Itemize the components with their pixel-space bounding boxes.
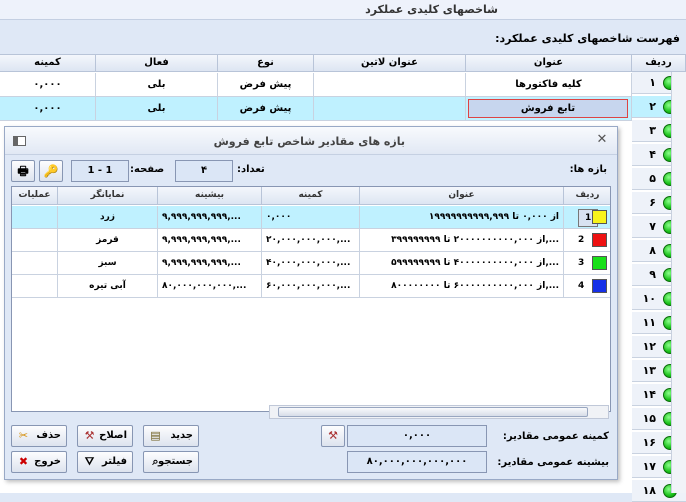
color-swatch — [592, 210, 607, 224]
col-header-type[interactable]: نوع — [218, 55, 314, 72]
row-number: 2 — [578, 235, 585, 245]
cell-max[interactable]: ۹,۹۹۹,۹۹۹,۹۹۹,... — [158, 229, 262, 252]
cell-title[interactable]: از ۴۰۰۰۰۰۰۰۰۰۰,۰۰۰ تا ۵۹۹۹۹۹۹۹۹,... — [360, 252, 564, 275]
window-menu-icon[interactable] — [13, 136, 26, 146]
cell-display[interactable]: زرد — [58, 206, 158, 229]
cell-title[interactable]: از ۲۰۰۰۰۰۰۰۰۰۰,۰۰۰ تا ۳۹۹۹۹۹۹۹۹,... — [360, 229, 564, 252]
cell-num[interactable] — [564, 206, 611, 229]
cell-min[interactable]: ۰,۰۰۰ — [262, 206, 360, 229]
row-number: ۶ — [649, 196, 656, 209]
row-number: ۱۵ — [642, 412, 656, 425]
cell-ops[interactable] — [12, 206, 58, 229]
row-number: 4 — [578, 281, 585, 291]
col-header-row[interactable]: ردیف — [632, 55, 686, 72]
row-number: ۷ — [649, 220, 656, 233]
filter-icon: ⛛ — [84, 455, 95, 468]
printer-icon: 🖶 — [17, 164, 29, 178]
row-number: ۱۴ — [642, 388, 656, 401]
list-title: فهرست شاخصهای کلیدی عملکرد: — [495, 32, 680, 45]
row-number: ۱۳ — [642, 364, 656, 377]
col-header-max[interactable]: بیشینه — [158, 187, 262, 205]
row-number: ۳ — [649, 124, 656, 137]
print-button[interactable] — [11, 160, 35, 182]
edit-tool-icon: ⚒ — [84, 429, 95, 442]
key-icon: 🔑 — [43, 164, 59, 178]
ranges-grid — [11, 186, 611, 412]
row-number: ۴ — [649, 148, 656, 161]
cell-active[interactable]: بلی — [96, 97, 218, 121]
cell-num[interactable] — [564, 252, 611, 275]
cell-ops[interactable] — [12, 275, 58, 298]
new-record-icon: ▤ — [150, 429, 161, 442]
cell-max[interactable]: ۹,۹۹۹,۹۹۹,۹۹۹,... — [158, 206, 262, 229]
row-number: ۵ — [649, 172, 656, 185]
cell-display[interactable]: سبز — [58, 252, 158, 275]
col-header-active[interactable]: فعال — [96, 55, 218, 72]
new-button[interactable]: ▤ جدید — [143, 425, 199, 447]
cell-title[interactable]: کلیه فاکتورها — [466, 73, 632, 97]
col-header-title[interactable]: عنوان — [466, 55, 632, 72]
row-number: ۱۶ — [642, 436, 656, 449]
col-header-display[interactable]: نمایانگر — [58, 187, 158, 205]
col-header-latin-title[interactable]: عنوان لاتین — [314, 55, 466, 72]
row-number: ۱۲ — [642, 340, 656, 353]
cell-display[interactable]: آبی تیره — [58, 275, 158, 298]
dialog-title: بازه های مقادیر شاخص تابع فروش — [213, 135, 405, 148]
close-icon[interactable]: ✕ — [596, 132, 608, 147]
col-header-ops[interactable]: عملیات — [12, 187, 58, 205]
scroll-thumb[interactable] — [278, 407, 588, 417]
cell-title-editor[interactable]: تابع فروش — [468, 99, 628, 118]
cell-min[interactable]: ۶۰,۰۰۰,۰۰۰,۰۰۰,... — [262, 275, 360, 298]
cell-type[interactable]: پیش فرض — [218, 97, 314, 121]
col-header-title[interactable]: عنوان — [360, 187, 564, 205]
vertical-scrollbar[interactable] — [671, 72, 686, 493]
cell-min[interactable]: ۲۰,۰۰۰,۰۰۰,۰۰۰,... — [262, 229, 360, 252]
page-field: 1 - 1 — [71, 160, 129, 182]
general-min-field[interactable]: ۰,۰۰۰ — [347, 425, 487, 447]
row-number: ۱۱ — [642, 316, 656, 329]
color-swatch — [592, 279, 607, 293]
cell-title[interactable]: از ۶۰۰۰۰۰۰۰۰۰۰,۰۰۰ تا ۸۰۰۰۰۰۰۰۰,... — [360, 275, 564, 298]
delete-button[interactable]: ✂ حذف — [11, 425, 67, 447]
delete-icon: ✂ — [18, 429, 29, 442]
col-header-row[interactable]: ردیف — [564, 187, 611, 205]
cell-type[interactable]: پیش فرض — [218, 73, 314, 97]
page-label: صفحه: — [130, 164, 165, 175]
count-label: تعداد: — [237, 164, 265, 175]
cell-ops[interactable] — [12, 252, 58, 275]
cell-min[interactable]: ۰,۰۰۰ — [0, 97, 96, 121]
row-number: ۱۰ — [642, 292, 656, 305]
cell-ops[interactable] — [12, 229, 58, 252]
row-number: ۲ — [649, 100, 656, 113]
dialog-title-bar — [5, 127, 617, 155]
binoculars-icon: ⌕ — [152, 455, 159, 468]
cell-max[interactable]: ۹,۹۹۹,۹۹۹,۹۹۹,... — [158, 252, 262, 275]
general-min-label: کمینه عمومی مقادیر: — [502, 431, 609, 442]
row-number: ۸ — [649, 244, 656, 257]
general-max-field[interactable]: ۸۰,۰۰۰,۰۰۰,۰۰۰,۰۰۰ — [347, 451, 487, 473]
row-number: 3 — [578, 258, 585, 268]
horizontal-scrollbar[interactable] — [269, 405, 609, 419]
row-number: 1 — [578, 209, 598, 227]
row-number: ۱۸ — [642, 484, 656, 497]
cell-display[interactable]: قرمز — [58, 229, 158, 252]
general-max-label: بیشینه عمومی مقادیر: — [497, 457, 609, 468]
search-button[interactable]: ⌕ جستجو — [143, 451, 199, 473]
cell-latin-title[interactable] — [314, 73, 466, 97]
cell-max[interactable]: ۸۰,۰۰۰,۰۰۰,۰۰۰,... — [158, 275, 262, 298]
row-number: ۱ — [649, 76, 656, 89]
row-number: ۱۷ — [642, 460, 656, 473]
col-header-min[interactable]: کمینه — [0, 55, 96, 72]
row-number: ۹ — [649, 268, 656, 281]
count-field: ۴ — [175, 160, 233, 182]
range-dialog — [4, 126, 618, 480]
key-button[interactable] — [39, 160, 63, 182]
general-values-button[interactable] — [321, 425, 345, 447]
color-swatch — [592, 256, 607, 270]
col-header-min[interactable]: کمینه — [262, 187, 360, 205]
cell-num[interactable] — [564, 229, 611, 252]
cell-active[interactable]: بلی — [96, 73, 218, 97]
window-title-bar — [0, 0, 686, 20]
edit-button[interactable]: ⚒ اصلاح — [77, 425, 133, 447]
color-swatch — [592, 233, 607, 247]
cell-latin-title[interactable] — [314, 97, 466, 121]
cell-num[interactable] — [564, 275, 611, 298]
cell-min[interactable]: ۰,۰۰۰ — [0, 73, 96, 97]
exit-icon: ✖ — [18, 455, 29, 468]
exit-button[interactable]: ✖ خروج — [11, 451, 67, 473]
cell-min[interactable]: ۴۰,۰۰۰,۰۰۰,۰۰۰,... — [262, 252, 360, 275]
cell-title[interactable]: از ۰,۰۰۰ تا ۱۹۹۹۹۹۹۹۹۹۹,۹۹۹ — [360, 206, 564, 229]
window-title: شاخصهای کلیدی عملکرد — [365, 3, 498, 16]
edit-tool-icon: ⚒ — [328, 429, 338, 442]
cell-title-editing[interactable] — [466, 97, 632, 121]
ranges-label: بازه ها: — [569, 164, 607, 175]
filter-button[interactable]: ⛛ فیلتر — [77, 451, 133, 473]
